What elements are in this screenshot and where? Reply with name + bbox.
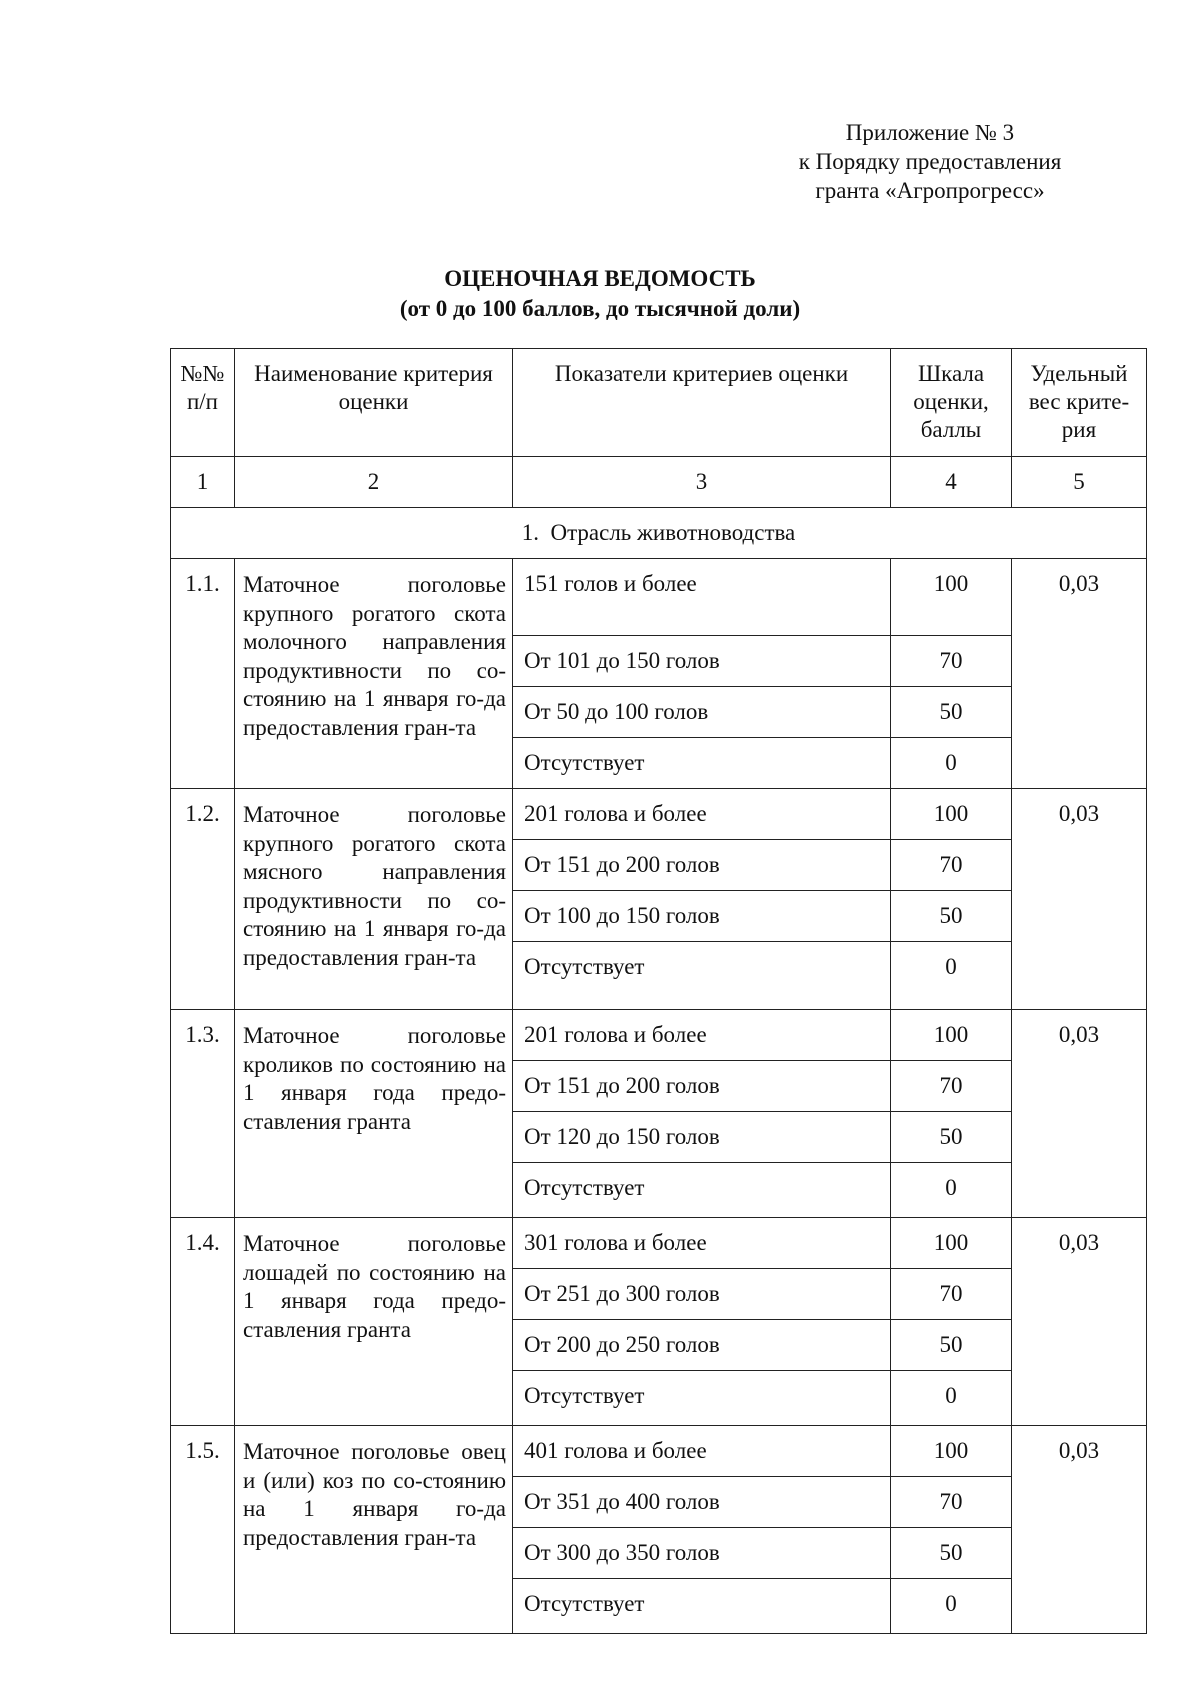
table-row bbox=[171, 789, 1147, 840]
indicator-cell: От 251 до 300 голов bbox=[513, 1269, 891, 1320]
score-cell: 50 bbox=[891, 1528, 1012, 1579]
score-cell: 70 bbox=[891, 1477, 1012, 1528]
indicator-cell: 151 голов и более bbox=[513, 559, 891, 636]
header-num: №№ п/п bbox=[171, 349, 235, 457]
indicator-cell: От 100 до 150 голов bbox=[513, 891, 891, 942]
indicator-cell: 201 голова и более bbox=[513, 789, 891, 840]
appendix-line: к Порядку предоставления bbox=[798, 149, 1062, 174]
criterion-name: Маточное поголовье кроликов по состоянию на 1 января года предо-ставления гранта bbox=[235, 1010, 513, 1218]
indicator-cell: 301 голова и более bbox=[513, 1218, 891, 1269]
column-number: 3 bbox=[513, 457, 891, 508]
indicator-cell: Отсутствует bbox=[513, 1579, 891, 1634]
weight-cell: 0,03 bbox=[1012, 1426, 1147, 1634]
indicator-cell: От 351 до 400 голов bbox=[513, 1477, 891, 1528]
weight-cell: 0,03 bbox=[1012, 559, 1147, 789]
score-cell: 0 bbox=[891, 1371, 1012, 1426]
header-indicators: Показатели критериев оценки bbox=[513, 349, 891, 457]
document-subtitle: (от 0 до 100 баллов, до тысячной доли) bbox=[399, 296, 801, 321]
criterion-number: 1.2. bbox=[171, 789, 235, 1010]
score-cell: 70 bbox=[891, 1061, 1012, 1112]
indicator-cell: От 151 до 200 голов bbox=[513, 840, 891, 891]
score-cell: 70 bbox=[891, 840, 1012, 891]
header-name: Наименование критерия оценки bbox=[235, 349, 513, 457]
indicator-cell: От 120 до 150 голов bbox=[513, 1112, 891, 1163]
column-number: 5 bbox=[1012, 457, 1147, 508]
indicator-cell: От 151 до 200 голов bbox=[513, 1061, 891, 1112]
weight-cell: 0,03 bbox=[1012, 789, 1147, 1010]
criterion-number: 1.3. bbox=[171, 1010, 235, 1218]
score-cell: 50 bbox=[891, 891, 1012, 942]
indicator-cell: От 101 до 150 голов bbox=[513, 636, 891, 687]
table-row bbox=[171, 1010, 1147, 1061]
indicator-cell: 201 голова и более bbox=[513, 1010, 891, 1061]
criterion-name: Маточное поголовье овец и (или) коз по со-стоянию на 1 января го-да предоставления гран-та bbox=[235, 1426, 513, 1634]
score-cell: 50 bbox=[891, 687, 1012, 738]
table-row bbox=[171, 559, 1147, 636]
indicator-cell: От 300 до 350 голов bbox=[513, 1528, 891, 1579]
score-cell: 70 bbox=[891, 1269, 1012, 1320]
table-row bbox=[171, 1218, 1147, 1269]
score-cell: 70 bbox=[891, 636, 1012, 687]
score-cell: 100 bbox=[891, 559, 1012, 636]
indicator-cell: Отсутствует bbox=[513, 1371, 891, 1426]
score-cell: 100 bbox=[891, 1218, 1012, 1269]
indicator-cell: От 200 до 250 голов bbox=[513, 1320, 891, 1371]
indicator-cell: Отсутствует bbox=[513, 942, 891, 1010]
column-number: 2 bbox=[235, 457, 513, 508]
indicator-cell: От 50 до 100 голов bbox=[513, 687, 891, 738]
weight-cell: 0,03 bbox=[1012, 1218, 1147, 1426]
score-cell: 0 bbox=[891, 1163, 1012, 1218]
weight-cell: 0,03 bbox=[1012, 1010, 1147, 1218]
table-row bbox=[171, 1426, 1147, 1477]
criterion-name: Маточное поголовье лошадей по состоянию на 1 января года предо-ставления гранта bbox=[235, 1218, 513, 1426]
criterion-number: 1.5. bbox=[171, 1426, 235, 1634]
section-row bbox=[171, 508, 1147, 559]
score-cell: 100 bbox=[891, 1426, 1012, 1477]
document-title: ОЦЕНОЧНАЯ ВЕДОМОСТЬ bbox=[444, 266, 756, 291]
column-number-row bbox=[171, 457, 1147, 508]
table-header-row bbox=[171, 349, 1147, 457]
score-cell: 0 bbox=[891, 738, 1012, 789]
header-weight: Удельный вес крите-рия bbox=[1012, 349, 1147, 457]
indicator-cell: 401 голова и более bbox=[513, 1426, 891, 1477]
score-cell: 100 bbox=[891, 789, 1012, 840]
column-number: 1 bbox=[171, 457, 235, 508]
document-heading bbox=[0, 264, 1200, 324]
appendix-line: Приложение № 3 bbox=[845, 120, 1015, 145]
indicator-cell: Отсутствует bbox=[513, 738, 891, 789]
criterion-number: 1.4. bbox=[171, 1218, 235, 1426]
column-number: 4 bbox=[891, 457, 1012, 508]
score-cell: 0 bbox=[891, 1579, 1012, 1634]
appendix-block bbox=[780, 118, 1080, 205]
criterion-number: 1.1. bbox=[171, 559, 235, 789]
evaluation-table bbox=[170, 348, 1147, 1634]
score-cell: 50 bbox=[891, 1320, 1012, 1371]
section-title: 1. Отрасль животноводства bbox=[171, 508, 1147, 559]
criterion-name: Маточное поголовье крупного рогатого скота молочного направления продуктивности по со-стоянию на 1 января го-да предоставления гран-та bbox=[235, 559, 513, 789]
criterion-name: Маточное поголовье крупного рогатого скота мясного направления продуктивности по со-стоянию на 1 января го-да предоставления гран-та bbox=[235, 789, 513, 1010]
header-scale: Шкала оценки, баллы bbox=[891, 349, 1012, 457]
score-cell: 100 bbox=[891, 1010, 1012, 1061]
score-cell: 50 bbox=[891, 1112, 1012, 1163]
appendix-line: гранта «Агропрогресс» bbox=[815, 178, 1045, 203]
indicator-cell: Отсутствует bbox=[513, 1163, 891, 1218]
score-cell: 0 bbox=[891, 942, 1012, 1010]
